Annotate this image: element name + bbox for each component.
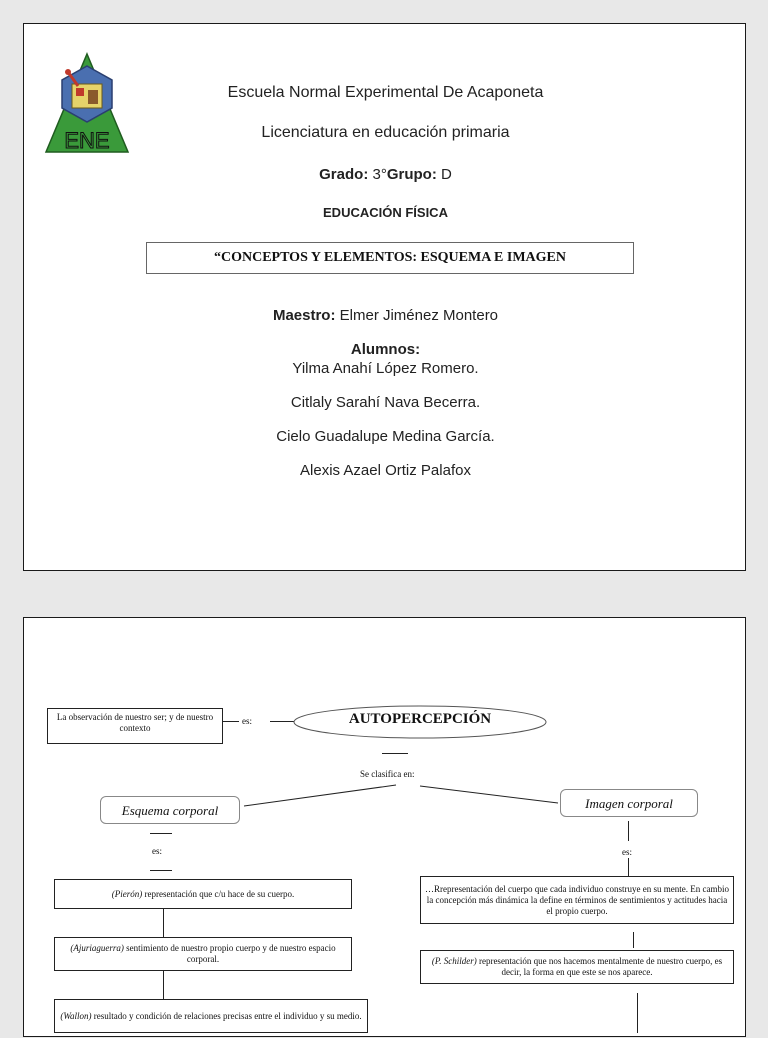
grade-label: Grado: xyxy=(319,166,369,183)
connector-line xyxy=(223,721,239,722)
teacher-name: Elmer Jiménez Montero xyxy=(339,307,499,324)
cover-page xyxy=(23,23,746,571)
left-item-box xyxy=(54,937,352,971)
definition-text: resultado y condición de relaciones precisas entre el individuo y su medio. xyxy=(91,1010,362,1021)
connector-line xyxy=(163,971,164,999)
connector-line xyxy=(628,858,629,876)
teacher-label: Maestro: xyxy=(272,307,336,324)
grade-group xyxy=(24,166,747,183)
definition-box: La observación de nuestro ser; y de nuestro contexto xyxy=(47,708,223,744)
definition-text: sentimiento de nuestro propio cuerpo y de nuestro espacio corporal. xyxy=(123,943,336,964)
definition-text: representación que c/u hace de su cuerpo. xyxy=(142,888,295,899)
teacher xyxy=(24,307,747,324)
author: (Ajuriaguerra) xyxy=(70,943,124,953)
connector-line xyxy=(270,721,294,722)
branch-esquema-corporal: Esquema corporal xyxy=(100,796,240,824)
student-name: Alexis Azael Ortiz Palafox xyxy=(300,462,471,479)
group-value: D xyxy=(441,166,452,183)
es-label: es: xyxy=(242,716,252,726)
author: (Pierón) xyxy=(111,888,143,899)
right-item-box xyxy=(420,876,734,924)
branch-imagen-corporal: Imagen corporal xyxy=(560,789,698,817)
students-label: Alumnos: xyxy=(350,341,421,358)
connector-line xyxy=(150,870,172,871)
definition-text: representación que nos hacemos mentalmente de nuestro cuerpo, es decir, la forma en que este se nos aparece. xyxy=(476,956,723,977)
es-label: es: xyxy=(152,846,162,856)
es-label: es: xyxy=(622,847,632,857)
group-label: Grupo: xyxy=(386,166,437,183)
degree-name: Licenciatura en educación primaria xyxy=(261,124,510,141)
left-item-box xyxy=(54,999,368,1033)
left-item-box xyxy=(54,879,352,909)
connector-line xyxy=(382,753,408,754)
student-name: Cielo Guadalupe Medina García. xyxy=(276,428,495,445)
connector-line xyxy=(150,833,172,834)
grade-value: 3° xyxy=(372,166,387,183)
classify-label: Se clasifica en: xyxy=(360,769,415,779)
concept-map-page xyxy=(23,617,746,1037)
definition-text: …Rrepresentación del cuerpo que cada individuo construye en su mente. En cambio la concepción más dinámica la define en términos de sentimientos y actitudes hacia el propio cuerpo. xyxy=(425,883,729,916)
right-item-box xyxy=(420,950,734,984)
svg-text:ENE: ENE xyxy=(64,128,110,153)
connector-line xyxy=(628,821,629,841)
school-name: Escuela Normal Experimental De Acaponeta xyxy=(227,84,544,101)
student-name: Citlaly Sarahí Nava Becerra. xyxy=(290,394,481,411)
connector-line xyxy=(637,993,638,1033)
central-concept: AUTOPERCEPCIÓN xyxy=(348,711,492,727)
author: (P. Schilder) xyxy=(431,956,477,966)
student-name: Yilma Anahí López Romero. xyxy=(292,360,479,377)
document-title: “CONCEPTOS Y ELEMENTOS: ESQUEMA E IMAGEN xyxy=(146,242,634,274)
connector-line xyxy=(163,909,164,937)
connector-line xyxy=(633,932,634,948)
subject-name: EDUCACIÓN FÍSICA xyxy=(323,205,448,220)
author: (Wallon) xyxy=(60,1010,92,1021)
